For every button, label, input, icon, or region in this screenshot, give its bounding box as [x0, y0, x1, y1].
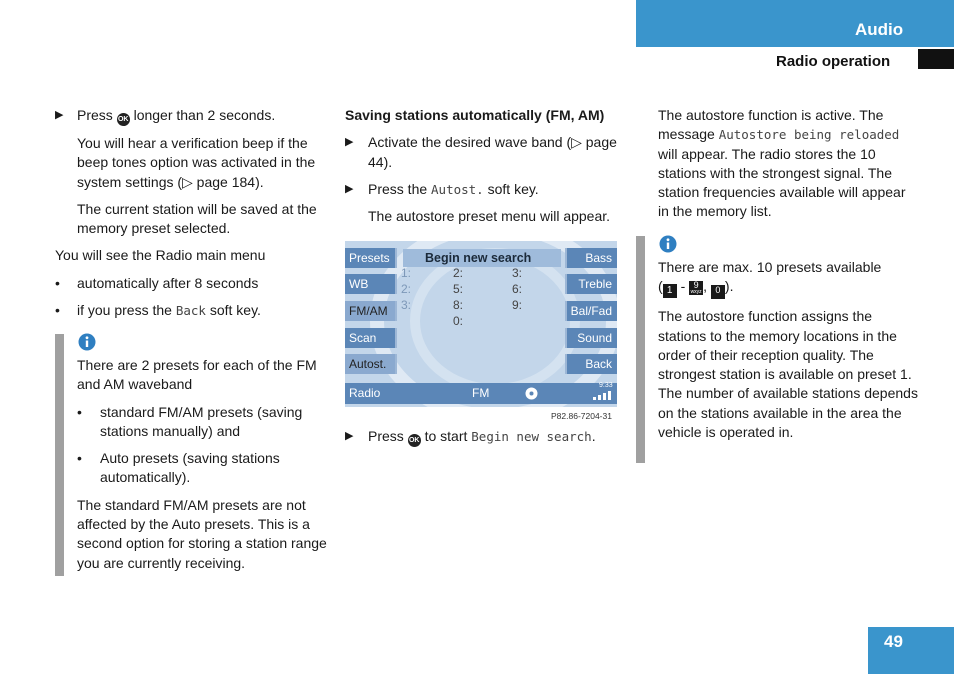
info-box-content: There are 2 presets for each of the FM and AM waveband • standard FM/AM presets (saving stations manually) and • Auto presets (saving stations automatically). The standard FM/AM presets are not affected by the Auto presets. This is a second option for storing a station range you are currently receiving. — [77, 356, 333, 573]
page-number-tab — [868, 627, 954, 674]
bullet-icon: • — [55, 302, 60, 319]
list-item: • automatically after 8 seconds — [55, 274, 335, 293]
status-radio: Radio — [349, 386, 381, 400]
arrow-icon: ▶ — [55, 109, 64, 121]
status-disc-icon — [525, 387, 538, 400]
info-box-content: There are max. 10 presets available ( 1 - 9 wxyz , 0 ). The autostore function assigns the stations to the memory locations in the order of their reception quality. The strongest station is available on preset 1. The number of available stations depends on the stations available in the area the vehicle is operated in. — [658, 258, 920, 442]
page-number: 49 — [884, 632, 903, 651]
list-item: • standard FM/AM presets (saving stations manually) and — [77, 403, 303, 439]
info-icon — [78, 333, 96, 351]
screen-btn-bass: Bass — [565, 248, 617, 268]
ok-button-icon: OK — [117, 113, 130, 126]
info-box-bar — [55, 334, 64, 576]
preset-col-1: 1: 2: 3: — [401, 266, 412, 312]
key-1-icon: 1 — [663, 284, 677, 298]
bullet-icon: • — [77, 450, 82, 467]
list-item: • Auto presets (saving stations automatically). — [77, 450, 280, 486]
figure-caption: P82.86-7204-31 — [551, 411, 612, 421]
screen-btn-scan: Scan — [345, 328, 397, 348]
preset-col-2: 2: 5: 8: 0: — [453, 266, 464, 328]
paragraph: The current station will be saved at the memory preset selected. — [77, 200, 317, 237]
section-heading: Saving stations automatically (FM, AM) — [345, 107, 605, 123]
screen-btn-treble: Treble — [565, 274, 617, 294]
screen-btn-fmam: FM/AM — [345, 301, 397, 321]
screen-btn-presets: Presets — [345, 248, 397, 268]
ok-button-icon: OK — [408, 434, 421, 447]
section-title: Audio — [855, 20, 904, 39]
status-time: 9:33 — [599, 382, 613, 389]
list-item: • if you press the Back soft key. — [55, 301, 335, 320]
step: ▶ Press the Autost. soft key. — [345, 180, 625, 199]
step: ▶ Activate the desired wave band (▷ page 44). — [345, 134, 617, 170]
screen-btn-back: Back — [565, 354, 617, 374]
bullet-icon: • — [77, 403, 82, 420]
col2 — [345, 106, 625, 226]
screen-btn-sound: Sound — [565, 328, 617, 348]
screen-btn-wb: WB — [345, 274, 397, 294]
radio-screen-image — [345, 241, 617, 407]
subsection-marker — [918, 49, 954, 69]
preset-col-3: 3: 6: 9: — [512, 266, 523, 312]
step-begin-search: ▶ Press OK to start Begin new search. — [345, 427, 625, 447]
col1 — [55, 106, 335, 320]
signal-strength-icon — [593, 391, 613, 400]
info-icon — [659, 235, 677, 253]
paragraph: You will see the Radio main menu — [55, 247, 266, 264]
keypad-range: ( 1 - 9 wxyz , 0 ). — [658, 277, 920, 299]
key-0-icon: 0 — [711, 285, 725, 299]
paragraph: The autostore preset menu will appear. — [368, 208, 611, 225]
screen-title: Begin new search — [403, 249, 561, 267]
arrow-icon: ▶ — [345, 430, 354, 442]
arrow-icon: ▶ — [345, 136, 354, 149]
arrow-icon: ▶ — [345, 182, 354, 195]
status-band: FM — [472, 386, 490, 400]
bullet-icon: • — [55, 274, 60, 291]
subsection-title: Radio operation — [776, 53, 891, 70]
header-tab — [636, 0, 954, 47]
screen-btn-autost: Autost. — [345, 354, 397, 374]
step-press-ok: ▶ Press OK longer than 2 seconds. — [55, 106, 335, 126]
paragraph: You will hear a verification beep if the beep tones option was activated in the system settings (▷ page 184). — [77, 135, 316, 190]
screen-btn-balfad: Bal/Fad — [565, 301, 617, 321]
info-box-bar — [636, 236, 645, 463]
key-9-icon: 9 wxyz — [690, 280, 702, 296]
col3-para: The autostore function is active. The message Autostore being reloaded will appear. The radio stores the 10 stations with the strongest signal. The station frequencies available will appear in the memory list. — [658, 107, 906, 220]
